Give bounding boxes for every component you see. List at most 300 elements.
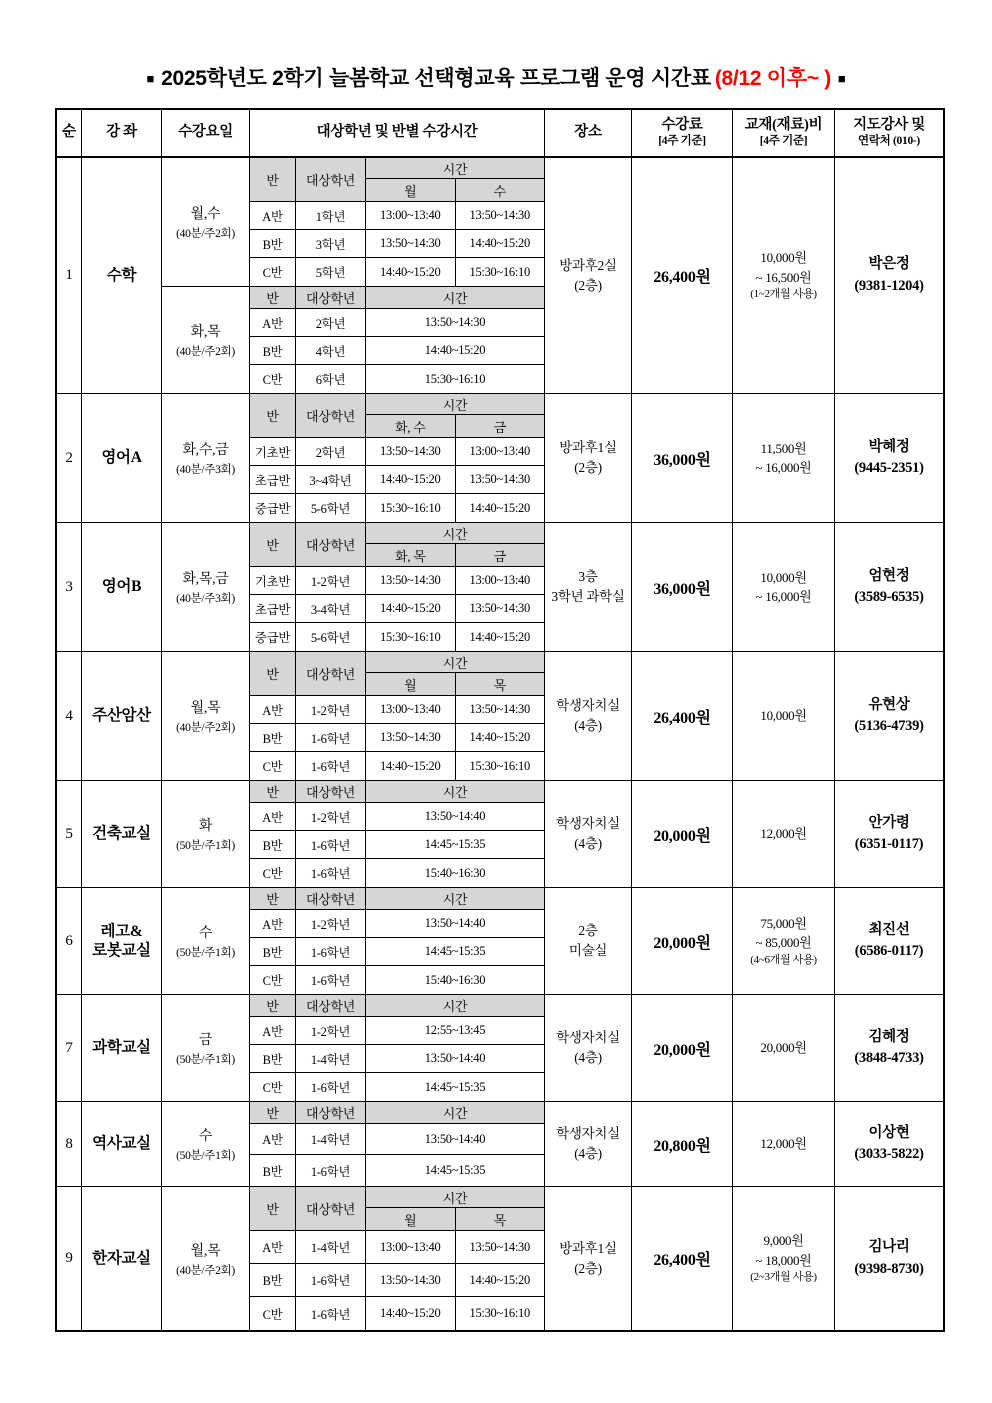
day-cell	[162, 287, 250, 393]
material-line: 11,500원	[760, 440, 807, 456]
schedule-subtable	[250, 287, 544, 393]
subtable-header-grade: 대상학년	[296, 781, 366, 802]
subtable-header	[250, 781, 544, 803]
grade-range: 1-6학년	[296, 831, 366, 858]
schedule-row	[250, 1155, 544, 1186]
course-row	[57, 995, 943, 1102]
course-row	[57, 781, 943, 888]
class-name: C반	[250, 1073, 296, 1101]
place-line: 2층	[578, 923, 598, 939]
subtable-header-time-group	[366, 394, 544, 437]
subtable-header-days	[366, 673, 544, 695]
instructor-cell	[835, 781, 943, 887]
material-cell	[733, 1102, 835, 1186]
grade-range: 1-6학년	[296, 1264, 366, 1296]
subtable-header	[250, 523, 544, 567]
schedule-group	[162, 781, 544, 887]
subtable-header	[250, 1187, 544, 1231]
grade-range: 1-4학년	[296, 1231, 366, 1263]
time-slot: 13:50~14:40	[424, 809, 486, 823]
subtable-header-time: 시간	[366, 394, 544, 415]
title-text: 2025학년도 2학기 늘봄학교 선택형교육 프로그램 운영 시간표	[161, 67, 711, 90]
course-schedule	[162, 394, 545, 522]
schedule-subtable	[250, 995, 544, 1101]
schedule-row	[250, 1297, 544, 1330]
place-line: (4층)	[574, 836, 602, 851]
schedule-row	[250, 752, 544, 780]
material-line: 12,000원	[760, 826, 807, 842]
grade-range: 6학년	[296, 365, 366, 393]
day-frequency: (40분/주2회)	[176, 722, 235, 734]
grade-range: 1-4학년	[296, 1045, 366, 1072]
schedule-row	[250, 438, 544, 466]
subtable-header-time: 시간	[366, 1187, 544, 1208]
course-name	[82, 523, 162, 651]
subtable-header-day: 금	[456, 415, 545, 437]
instructor-cell	[835, 888, 943, 994]
grade-range: 1-6학년	[296, 1297, 366, 1330]
day-cell	[162, 995, 250, 1101]
time-slot: 12:55~13:45	[424, 1023, 486, 1037]
subtable-header-grade: 대상학년	[296, 888, 366, 909]
time-slot: 13:50~14:30	[366, 724, 456, 751]
subtable-header	[250, 158, 544, 202]
course-name-line: 레고&	[100, 922, 143, 940]
subtable-header-day: 수	[456, 179, 545, 201]
schedule-row	[250, 1073, 544, 1101]
fee-cell: 20,000원	[632, 781, 733, 887]
subtable-header-time-group	[366, 523, 544, 566]
subtable-header-class: 반	[250, 888, 296, 909]
instructor-line: 박혜정	[868, 438, 910, 455]
time-slot: 15:40~16:30	[424, 972, 486, 987]
grade-range: 1-6학년	[296, 938, 366, 965]
time-slot: 13:50~14:40	[424, 916, 486, 930]
schedule-row	[250, 466, 544, 494]
time-slot: 13:50~14:30	[366, 230, 456, 257]
subtable-header-grade: 대상학년	[296, 1187, 366, 1230]
material-line: ~ 85,000원	[755, 935, 812, 951]
subtable-header	[250, 1102, 544, 1124]
day-label: 화,목,금	[182, 572, 229, 587]
time-slot: 14:40~15:20	[366, 466, 456, 493]
schedule-row	[250, 938, 544, 966]
class-name: B반	[250, 1264, 296, 1296]
course-name-line: 영어B	[101, 578, 142, 596]
schedule-subtable	[250, 1102, 544, 1186]
grade-range: 3학년	[296, 230, 366, 257]
subtable-header	[250, 995, 544, 1017]
material-cell	[733, 888, 835, 994]
instructor-line: 박은정	[868, 256, 910, 273]
material-line: (2~3개월 사용)	[750, 1271, 817, 1284]
day-label: 수	[198, 926, 213, 941]
course-name	[82, 1102, 162, 1186]
schedule-group	[162, 888, 544, 994]
course-schedule	[162, 652, 545, 780]
class-name: B반	[250, 938, 296, 965]
schedule-row	[250, 1017, 544, 1045]
schedule-row	[250, 696, 544, 724]
place-line: (2층)	[574, 277, 602, 293]
grade-range: 1-2학년	[296, 1017, 366, 1044]
header-day: 수강요일	[162, 110, 250, 156]
day-frequency: (50분/주1회)	[176, 1054, 235, 1066]
subtable-header-class: 반	[250, 158, 296, 201]
subtable-header-time: 시간	[366, 287, 544, 308]
schedule-row	[250, 202, 544, 230]
time-slot: 15:30~16:10	[424, 371, 486, 386]
time-slot: 13:00~13:40	[366, 696, 456, 723]
class-name: B반	[250, 230, 296, 257]
subtable-header-class: 반	[250, 1187, 296, 1230]
time-slot: 13:50~14:30	[469, 472, 530, 486]
time-slot: 14:45~15:35	[424, 944, 486, 958]
class-name: A반	[250, 910, 296, 937]
day-cell	[162, 781, 250, 887]
course-name-line: 한자교실	[92, 1249, 151, 1267]
place-line: 학생자치실	[556, 698, 620, 714]
class-name: A반	[250, 696, 296, 723]
place-cell	[545, 888, 632, 994]
schedule-subtable	[250, 1187, 544, 1330]
schedule-row	[250, 258, 544, 286]
course-schedule	[162, 781, 545, 887]
time-slot: 13:50~14:30	[469, 601, 530, 615]
instructor-line: (3848-4733)	[854, 1050, 924, 1066]
class-name: 중급반	[250, 623, 296, 651]
material-line: ~ 18,000원	[755, 1252, 812, 1268]
place-cell	[545, 995, 632, 1101]
material-cell	[733, 158, 835, 393]
subtable-header-day: 월	[366, 1208, 456, 1230]
material-line: 12,000원	[760, 1136, 807, 1152]
course-schedule	[162, 1102, 545, 1186]
schedule-subtable	[250, 652, 544, 780]
class-name: C반	[250, 859, 296, 887]
course-row	[57, 652, 943, 781]
grade-range: 1-2학년	[296, 910, 366, 937]
place-line: (4층)	[574, 1146, 602, 1161]
instructor-line: 엄현정	[868, 567, 910, 584]
header-place: 장소	[545, 110, 632, 156]
subtable-header-grade: 대상학년	[296, 394, 366, 437]
time-slot: 13:50~14:30	[469, 208, 530, 222]
instructor-cell	[835, 158, 943, 393]
grade-range: 1-6학년	[296, 1073, 366, 1101]
header-course: 강 좌	[82, 110, 162, 156]
course-schedule	[162, 995, 545, 1101]
page-title	[0, 0, 992, 92]
subtable-header-grade: 대상학년	[296, 287, 366, 308]
class-name: 기초반	[250, 438, 296, 465]
grade-range: 5-6학년	[296, 623, 366, 651]
subtable-header-day: 월	[366, 179, 456, 201]
title-bullet-right-icon: ■	[837, 71, 846, 86]
day-frequency: (40분/주2회)	[176, 228, 235, 240]
course-schedule	[162, 158, 545, 393]
header-no: 순	[57, 110, 82, 156]
instructor-line: (9398-8730)	[854, 1260, 924, 1277]
instructor-cell	[835, 523, 943, 651]
course-name	[82, 888, 162, 994]
header-instructor-sub: 연락처 (010-)	[858, 134, 920, 147]
subtable-header-time: 시간	[366, 888, 544, 909]
instructor-line: (9381-1204)	[854, 277, 924, 294]
subtable-header-day: 화, 목	[366, 544, 456, 566]
day-cell	[162, 523, 250, 651]
subtable-header	[250, 287, 544, 309]
time-slot: 14:40~15:20	[366, 595, 456, 622]
header-instructor-label: 지도강사 및	[853, 117, 925, 134]
place-cell	[545, 523, 632, 651]
time-slot: 13:50~14:40	[424, 1051, 486, 1065]
course-name	[82, 652, 162, 780]
time-slot: 14:40~15:20	[469, 1272, 530, 1287]
schedule-subtable	[250, 888, 544, 994]
day-frequency: (40분/주2회)	[176, 1264, 235, 1277]
subtable-header-time: 시간	[366, 1102, 544, 1123]
grade-range: 1학년	[296, 202, 366, 229]
day-frequency: (50분/주1회)	[176, 1150, 235, 1162]
schedule-group	[162, 523, 544, 651]
time-slot: 14:45~15:35	[424, 1079, 486, 1094]
subtable-header-grade: 대상학년	[296, 523, 366, 566]
time-slot: 13:00~13:40	[469, 444, 530, 458]
class-name: B반	[250, 1155, 296, 1186]
time-slot: 14:40~15:20	[469, 629, 530, 644]
subtable-header-day: 목	[456, 1208, 545, 1230]
time-slot: 13:00~13:40	[469, 573, 530, 587]
schedule-row	[250, 365, 544, 393]
time-slot: 14:40~15:20	[366, 752, 456, 780]
day-frequency: (40분/주3회)	[176, 464, 235, 476]
material-line: ~ 16,500원	[755, 269, 812, 285]
course-number: 3	[57, 523, 82, 651]
fee-cell: 20,000원	[632, 995, 733, 1101]
course-row	[57, 1187, 943, 1330]
class-name: A반	[250, 202, 296, 229]
table-header-row	[57, 110, 943, 158]
subtable-header-class: 반	[250, 394, 296, 437]
subtable-header-grade: 대상학년	[296, 652, 366, 695]
course-row	[57, 523, 943, 652]
instructor-cell	[835, 1187, 943, 1330]
course-name	[82, 394, 162, 522]
material-line: 10,000원	[760, 250, 807, 266]
subtable-header-grade: 대상학년	[296, 995, 366, 1016]
grade-range: 1-4학년	[296, 1124, 366, 1154]
material-line: 10,000원	[760, 708, 807, 724]
course-name-line: 영어A	[101, 449, 142, 467]
time-slot: 13:50~14:30	[366, 438, 456, 465]
subtable-header-time-group	[366, 158, 544, 201]
place-line: 학생자치실	[556, 1030, 620, 1046]
class-name: C반	[250, 258, 296, 286]
subtable-header-grade: 대상학년	[296, 158, 366, 201]
material-cell	[733, 995, 835, 1101]
fee-cell: 26,400원	[632, 1187, 733, 1330]
title-highlight: (8/12 이후~ )	[714, 67, 831, 90]
subtable-header-class: 반	[250, 1102, 296, 1123]
material-cell	[733, 781, 835, 887]
schedule-row	[250, 337, 544, 365]
grade-range: 5학년	[296, 258, 366, 286]
day-cell	[162, 1102, 250, 1186]
day-label: 월,수	[190, 207, 221, 222]
day-label: 화	[198, 819, 213, 834]
day-label: 금	[198, 1033, 213, 1048]
material-line: 9,000원	[763, 1233, 804, 1249]
fee-cell: 20,000원	[632, 888, 733, 994]
subtable-header	[250, 888, 544, 910]
subtable-header-time: 시간	[366, 523, 544, 544]
instructor-line: 김혜정	[868, 1028, 910, 1045]
day-label: 월,목	[190, 701, 221, 716]
course-number: 1	[57, 158, 82, 393]
fee-cell: 36,000원	[632, 394, 733, 522]
place-cell	[545, 158, 632, 393]
subtable-header-day: 월	[366, 673, 456, 695]
class-name: A반	[250, 1231, 296, 1263]
header-material-label: 교재(재료)비	[744, 117, 823, 134]
schedule-row	[250, 724, 544, 752]
material-line: 20,000원	[760, 1040, 807, 1056]
course-name-line: 로봇교실	[92, 942, 151, 959]
place-line: (2층)	[574, 1260, 602, 1276]
place-cell	[545, 652, 632, 780]
instructor-line: (3589-6535)	[854, 589, 924, 605]
schedule-row	[250, 1124, 544, 1155]
schedule-group	[162, 1102, 544, 1186]
subtable-header-class: 반	[250, 287, 296, 308]
class-name: 중급반	[250, 494, 296, 522]
time-slot: 15:30~16:10	[469, 264, 530, 279]
class-name: B반	[250, 831, 296, 858]
time-slot: 15:30~16:10	[366, 494, 456, 522]
subtable-header-time-group	[366, 1187, 544, 1230]
course-row	[57, 888, 943, 995]
place-line: 미술실	[568, 943, 608, 958]
schedule-subtable	[250, 523, 544, 651]
subtable-header-time: 시간	[366, 158, 544, 179]
schedule-row	[250, 623, 544, 651]
schedule-group	[162, 287, 544, 393]
material-cell	[733, 523, 835, 651]
day-cell	[162, 394, 250, 522]
time-slot: 13:00~13:40	[366, 202, 456, 229]
schedule-row	[250, 1264, 544, 1297]
place-cell	[545, 781, 632, 887]
subtable-header-days	[366, 415, 544, 437]
course-row	[57, 394, 943, 523]
grade-range: 4학년	[296, 337, 366, 364]
instructor-line: (6586-0117)	[854, 943, 924, 959]
time-slot: 14:45~15:35	[424, 1163, 486, 1177]
course-name-line: 주산암산	[92, 707, 151, 725]
place-line: 3학년 과학실	[551, 589, 625, 604]
header-instructor	[835, 110, 943, 156]
grade-range: 3~4학년	[296, 466, 366, 493]
course-schedule	[162, 888, 545, 994]
grade-range: 1-2학년	[296, 803, 366, 830]
subtable-header-days	[366, 179, 544, 201]
place-line: (4층)	[574, 718, 602, 733]
instructor-line: 이상현	[868, 1124, 910, 1141]
place-cell	[545, 394, 632, 522]
schedule-subtable	[250, 158, 544, 286]
material-line: (1~2개월 사용)	[750, 288, 817, 301]
place-cell	[545, 1187, 632, 1330]
instructor-cell	[835, 394, 943, 522]
fee-cell: 20,800원	[632, 1102, 733, 1186]
subtable-header	[250, 652, 544, 696]
course-number: 5	[57, 781, 82, 887]
course-number: 7	[57, 995, 82, 1101]
place-line: (2층)	[574, 460, 602, 475]
class-name: 초급반	[250, 595, 296, 622]
fee-cell: 26,400원	[632, 652, 733, 780]
day-frequency: (50분/주1회)	[176, 840, 235, 852]
grade-range: 1-6학년	[296, 1155, 366, 1186]
header-material	[733, 110, 835, 156]
schedule-group	[162, 995, 544, 1101]
material-line: 10,000원	[760, 569, 807, 585]
place-line: 학생자치실	[556, 816, 620, 832]
subtable-header-time: 시간	[366, 652, 544, 673]
day-cell	[162, 888, 250, 994]
course-number: 6	[57, 888, 82, 994]
schedule-row	[250, 230, 544, 258]
day-frequency: (40분/주3회)	[176, 593, 235, 605]
time-slot: 14:40~15:20	[366, 258, 456, 286]
day-label: 화,목	[190, 325, 221, 340]
grade-range: 1-6학년	[296, 859, 366, 887]
day-label: 수	[198, 1129, 213, 1144]
day-cell	[162, 652, 250, 780]
course-name-line: 역사교실	[92, 1135, 151, 1153]
subtable-header-day: 목	[456, 673, 545, 695]
header-fee-label: 수강료	[661, 117, 703, 134]
subtable-header-class: 반	[250, 523, 296, 566]
subtable-header-day: 금	[456, 544, 545, 566]
place-line: 방과후2실	[559, 257, 617, 273]
place-cell	[545, 1102, 632, 1186]
course-name	[82, 995, 162, 1101]
subtable-header-grade: 대상학년	[296, 1102, 366, 1123]
course-name	[82, 158, 162, 393]
instructor-line: 안가령	[868, 814, 910, 831]
material-line: 75,000원	[760, 915, 807, 931]
time-slot: 14:40~15:20	[424, 343, 486, 357]
time-slot: 13:50~14:30	[469, 1239, 530, 1254]
day-label: 화,수,금	[182, 443, 229, 458]
course-name	[82, 1187, 162, 1330]
material-line: (4~6개월 사용)	[750, 953, 817, 966]
schedule-row	[250, 1045, 544, 1073]
class-name: C반	[250, 1297, 296, 1330]
schedule-row	[250, 309, 544, 337]
grade-range: 1-6학년	[296, 724, 366, 751]
time-slot: 13:50~14:30	[424, 315, 486, 329]
time-slot: 13:50~14:30	[469, 702, 530, 716]
time-slot: 14:40~15:20	[469, 730, 530, 744]
instructor-line: (3033-5822)	[854, 1146, 924, 1162]
place-line: (4층)	[574, 1050, 602, 1065]
class-name: C반	[250, 752, 296, 780]
header-fee-sub: [4주 기준]	[658, 134, 706, 147]
schedule-row	[250, 859, 544, 887]
